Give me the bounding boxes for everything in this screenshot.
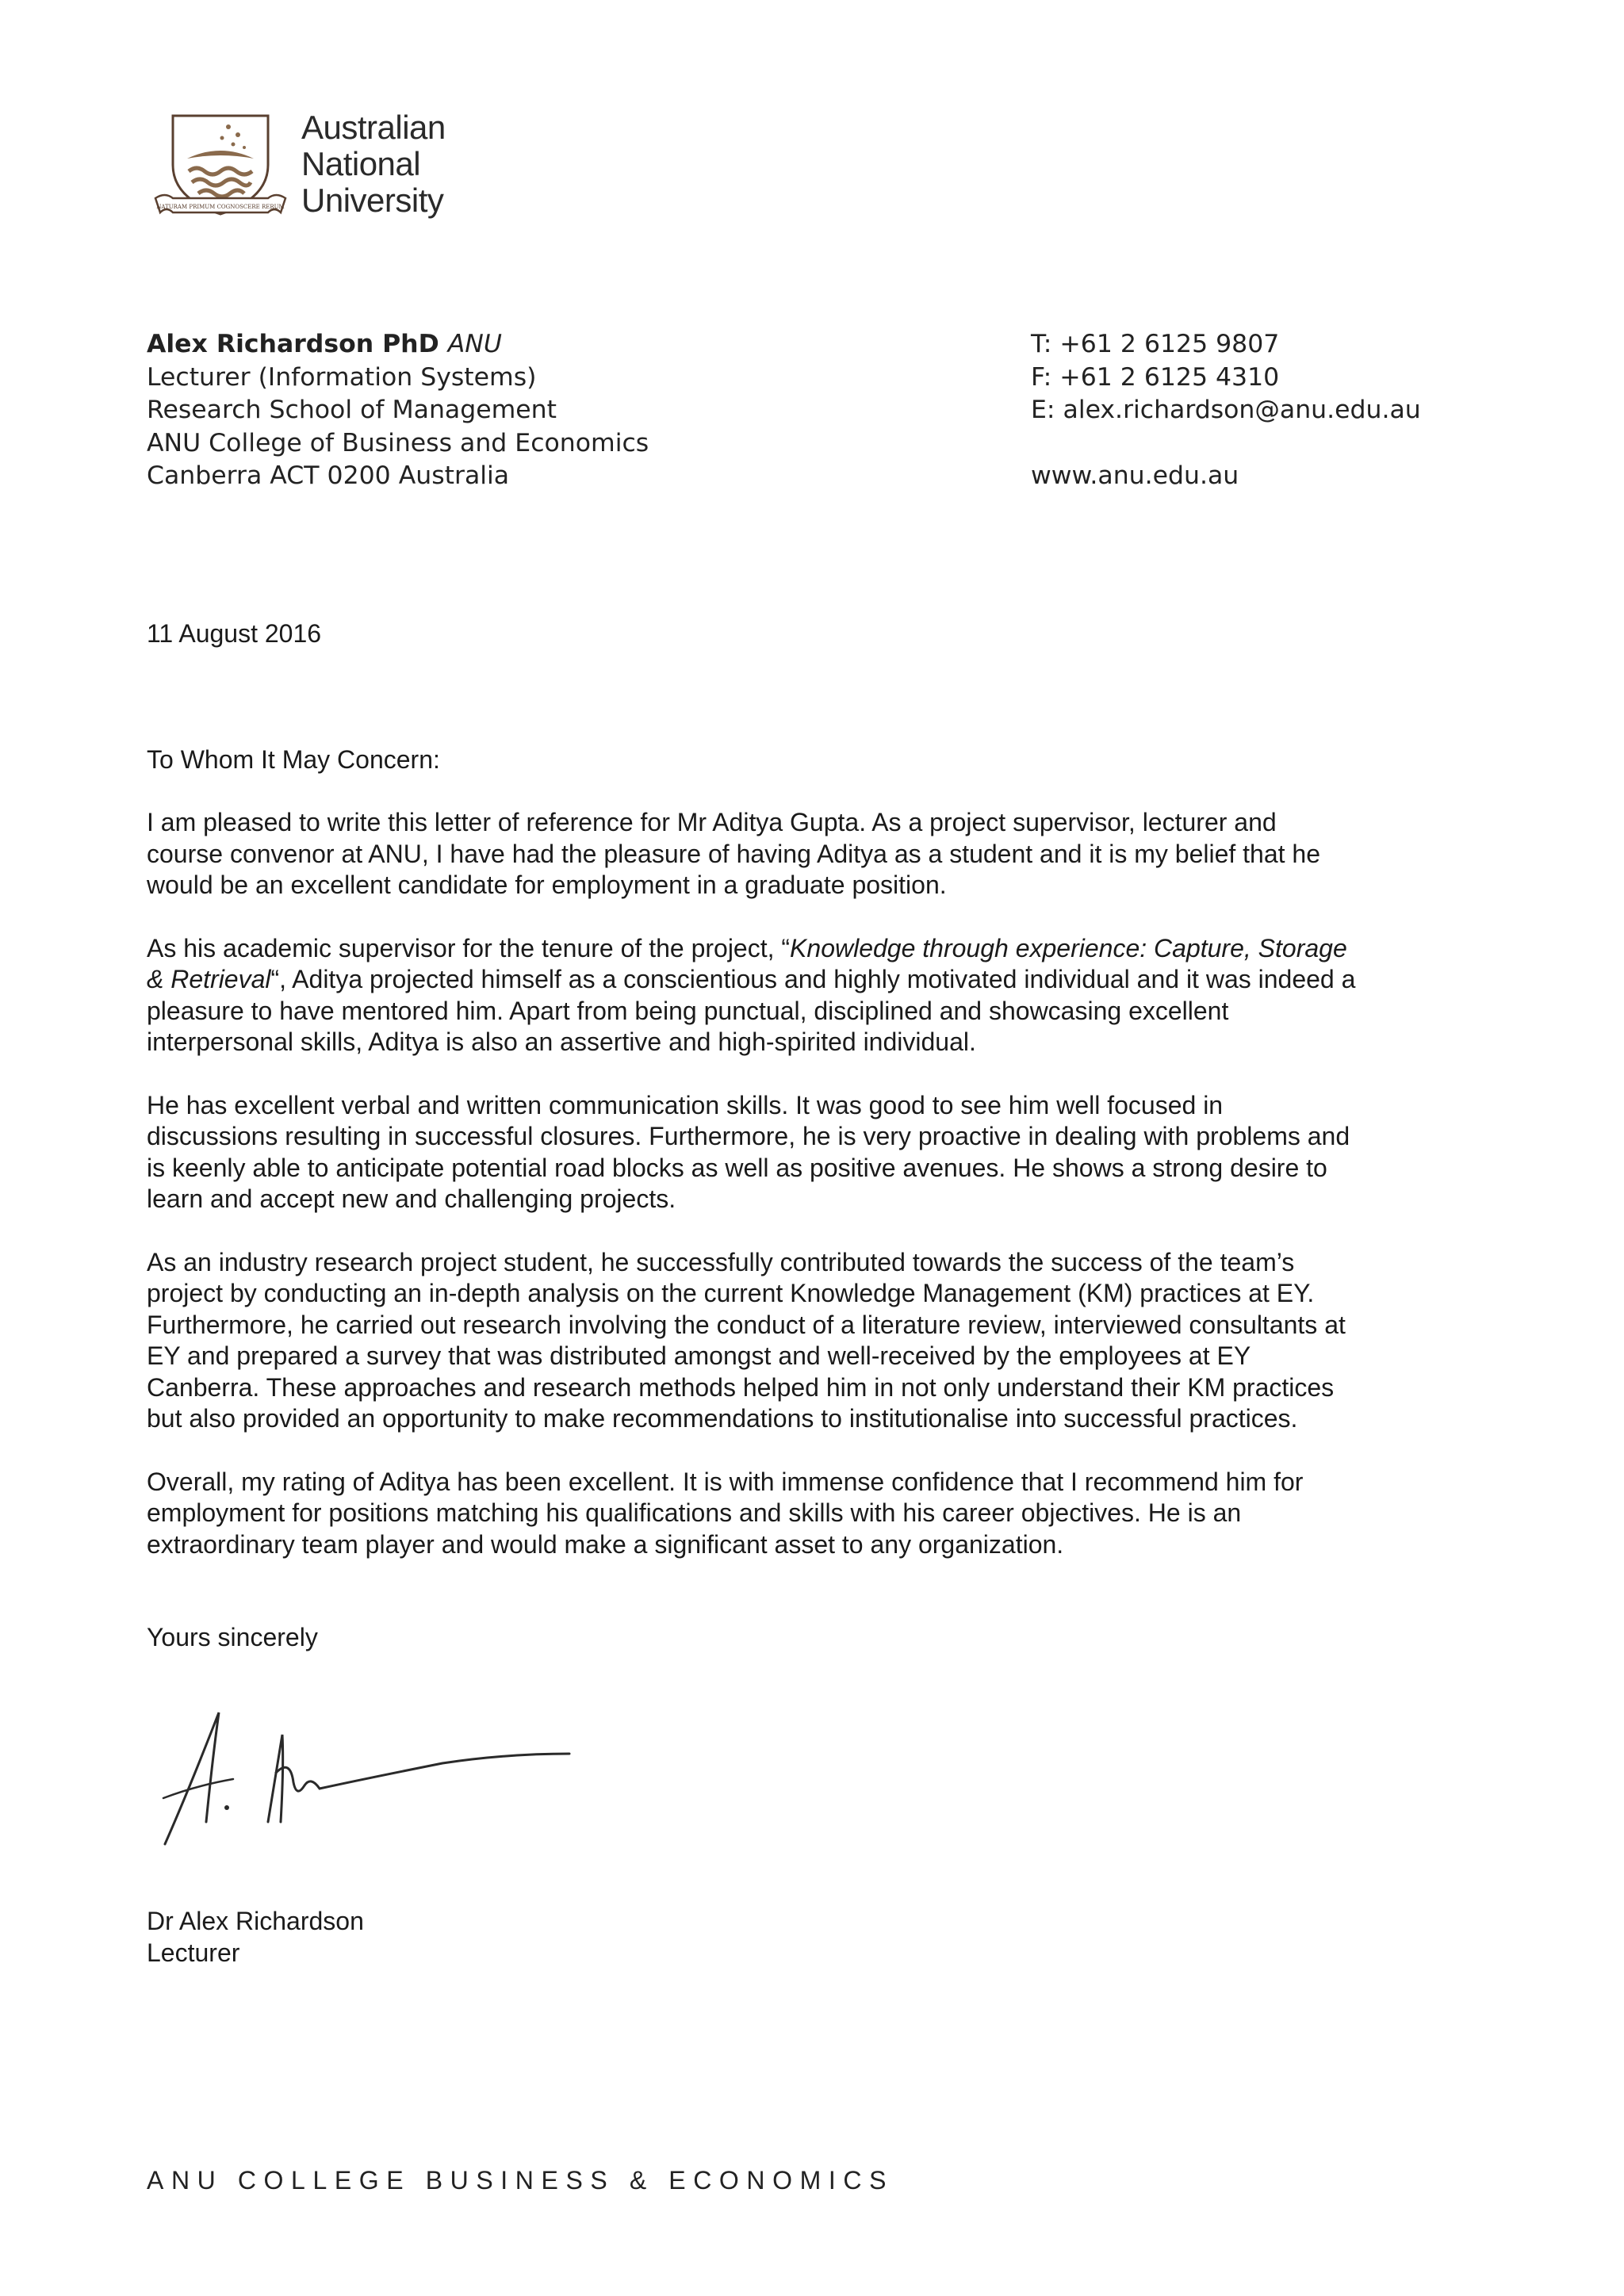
signer-block — [147, 1905, 364, 1969]
university-name — [301, 109, 446, 219]
contact-email[interactable]: E: alex.richardson@anu.edu.au — [1031, 396, 1421, 424]
paragraph-2-intro: As his academic supervisor for the tenure of the project, “ — [147, 933, 791, 962]
paragraph-5: Overall, my rating of Aditya has been excellent. It is with immense confidence that I recommend him for employment for positions matching his qualifications and skills with his career objectives. He is an extraordinary team player and would make a significant asset to any organization. — [147, 1467, 1304, 1559]
letter-date: 11 August 2016 — [147, 619, 322, 648]
paragraph-3: He has excellent verbal and written communication skills. It was good to see him well focused in discussions resulting in successful closures. Furthermore, he is very proactive in dealing with problems and is keenly able to anticipate potential road blocks as well as positive avenues. He shows a strong desire to learn and accept new and challenging projects. — [147, 1090, 1350, 1213]
sender-school: Research School of Management — [147, 396, 557, 424]
logo-line-3: University — [301, 182, 444, 219]
project-title: Knowledge through experience: Capture, Storage & Retrieval — [147, 933, 1347, 993]
sender-name-line — [147, 328, 649, 362]
contact-block — [1031, 328, 1421, 493]
signer-position: Lecturer — [147, 1938, 240, 1967]
logo-line-2: National — [301, 145, 421, 182]
letter-body — [147, 807, 1463, 1592]
footer-college-name: ANU COLLEGE BUSINESS & ECONOMICS — [147, 2166, 894, 2195]
sender-name: Alex Richardson PhD — [147, 330, 439, 358]
contact-telephone: T: +61 2 6125 9807 — [1031, 330, 1280, 358]
sender-address: Canberra ACT 0200 Australia — [147, 461, 510, 490]
paragraph-2 — [147, 933, 1463, 1058]
closing: Yours sincerely — [147, 1623, 318, 1651]
logo-line-1: Australian — [301, 109, 446, 146]
handwritten-signature — [157, 1703, 585, 1854]
paragraph-4: As an industry research project student, he successfully contributed towards the success of the team’s project by conducting an in-depth analysis on the current Knowledge Management (KM) practices at EY. Furthermore, he carried out research involving the conduct of a literature review, interviewed consultants at EY and prepared a survey that was distributed amongst and well-received by the employees at EY Canberra. These approaches and research methods helped him in not only understand their KM practices but also provided an opportunity to make recommendations to institutionalise into successful practices. — [147, 1247, 1346, 1433]
paragraph-1: I am pleased to write this letter of reference for Mr Aditya Gupta. As a project supervisor, lecturer and course convenor at ANU, I have had the pleasure of having Aditya as a student and it is my belief that he would be an excellent candidate for employment in a graduate position. — [147, 808, 1321, 899]
sender-degree-suffix: ANU — [447, 330, 502, 358]
svg-text:NATURAM PRIMUM COGNOSCERE RERU: NATURAM PRIMUM COGNOSCERE RERUM — [156, 204, 285, 210]
signer-name: Dr Alex Richardson — [147, 1907, 364, 1935]
sender-title: Lecturer (Information Systems) — [147, 362, 537, 392]
sender-college: ANU College of Business and Economics — [147, 428, 649, 457]
anu-crest-icon — [149, 109, 292, 228]
anu-logo — [149, 109, 482, 228]
contact-fax: F: +61 2 6125 4310 — [1031, 362, 1280, 392]
salutation: To Whom It May Concern: — [147, 745, 440, 774]
paragraph-2-rest: “, Aditya projected himself as a conscientious and highly motivated individual and it was indeed a pleasure to have mentored him. Apart from being punctual, disciplined and showcasing excellent interpersonal skills, Aditya is also an assertive and high-spirited individual. — [147, 965, 1356, 1056]
contact-website[interactable]: www.anu.edu.au — [1031, 461, 1239, 490]
sender-block — [147, 328, 649, 493]
